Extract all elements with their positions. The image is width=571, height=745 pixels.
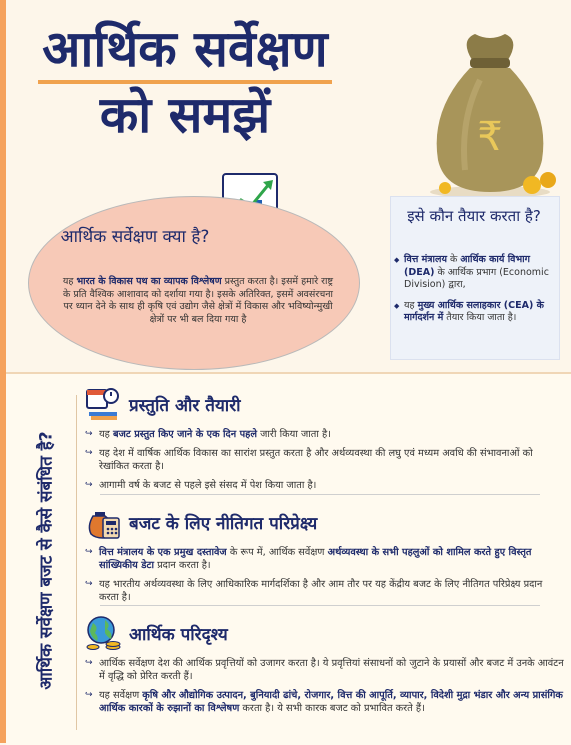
what-question: आर्थिक सर्वेक्षण क्या है? <box>60 227 210 247</box>
section-divider <box>100 605 540 606</box>
side-label: आर्थिक सर्वेक्षण बजट से कैसे संबंधित है? <box>36 430 57 690</box>
list-item: ◆ यह मुख्य आर्थिक सलाहकार (CEA) के मार्गदर्शन में तैयार किया जाता है। <box>394 300 554 325</box>
section-title: प्रस्तुति और तैयारी <box>129 395 241 416</box>
title-line-1: आर्थिक सर्वेक्षण <box>38 18 331 84</box>
list-item: ↪ यह सर्वेक्षण कृषि और औद्योगिक उत्पादन, बुनियादी ढांचे, रोजगार, वित्त की आपूर्ति, व्यापार, विदेशी मुद्रा भंडार और अन्य प्रासंगिक आर्थिक कारकों के रुझानों का विश्लेषण करता है। ये सभी कारक बजट को प्रभावित करते हैं। <box>85 689 565 715</box>
globe-coins-icon <box>85 615 121 651</box>
section-title: आर्थिक परिदृश्य <box>129 624 228 645</box>
list-item: ↪ यह बजट प्रस्तुत किए जाने के एक दिन पहले जारी किया जाता है। <box>85 428 565 441</box>
who-list <box>394 254 554 333</box>
list-item: ↪ वित्त मंत्रालय के एक प्रमुख दस्तावेज के रूप में, आर्थिक सर्वेक्षण अर्थव्यवस्था के सभी पहलुओं को शामिल करते हुए विस्तृत सांख्यिकीय डेटा प्रदान करता है। <box>85 546 565 572</box>
section-divider <box>100 494 540 495</box>
calendar-books-icon <box>85 386 121 422</box>
page-title <box>20 18 350 146</box>
money-bag-calculator-icon <box>85 504 121 540</box>
section-presentation <box>85 384 565 498</box>
list-item: ↪ आगामी वर्ष के बजट से पहले इसे संसद में पेश किया जाता है। <box>85 479 565 492</box>
who-title: इसे कौन तैयार करता है? <box>407 207 541 225</box>
svg-text:₹: ₹ <box>477 114 503 160</box>
title-line-2: को समझें <box>99 85 271 144</box>
list-item: ↪ यह भारतीय अर्थव्यवस्था के लिए आधिकारिक मार्गदर्शिका है और आम तौर पर यह केंद्रीय बजट के लिए नीतिगत परिप्रेक्ष्य प्रदान करता है। <box>85 578 565 604</box>
side-divider <box>76 395 77 730</box>
what-description: यह भारत के विकास पथ का व्यापक विश्लेषण प्रस्तुत करता है। इसमें हमारे राष्ट्र के प्रति वैश्विक आशावाद को दर्शाया गया है। इसके अतिरिक्त, इसमें अवसंरचना पर ध्यान देने के साथ ही कृषि एवं उद्योग जैसे क्षेत्रों में विकास और भविष्योन्मुखी क्षेत्रों पर भी बल दिया गया है <box>62 276 334 325</box>
section-policy <box>85 502 565 610</box>
list-item: ↪ यह देश में वार्षिक आर्थिक विकास का सारांश प्रस्तुत करता है और अर्थव्यवस्था की लघु एवं मध्यम अवधि की संभावनाओं को रेखांकित करता है। <box>85 447 565 473</box>
money-bag-icon <box>420 20 560 200</box>
list-item: ↪ आर्थिक सर्वेक्षण देश की आर्थिक प्रवृत्तियों को उजागर करता है। ये प्रवृत्तियां संसाधनों को जुटाने के प्रयासों और बजट में उनके आवंटन में वृद्धि को प्रेरित करती हैं। <box>85 657 565 683</box>
section-outlook <box>85 613 565 721</box>
list-item: ◆ वित्त मंत्रालय के आर्थिक कार्य विभाग (DEA) के आर्थिक प्रभाग (Economic Division) द्वारा, <box>394 254 554 292</box>
section-title: बजट के लिए नीतिगत परिप्रेक्ष्य <box>129 513 318 534</box>
